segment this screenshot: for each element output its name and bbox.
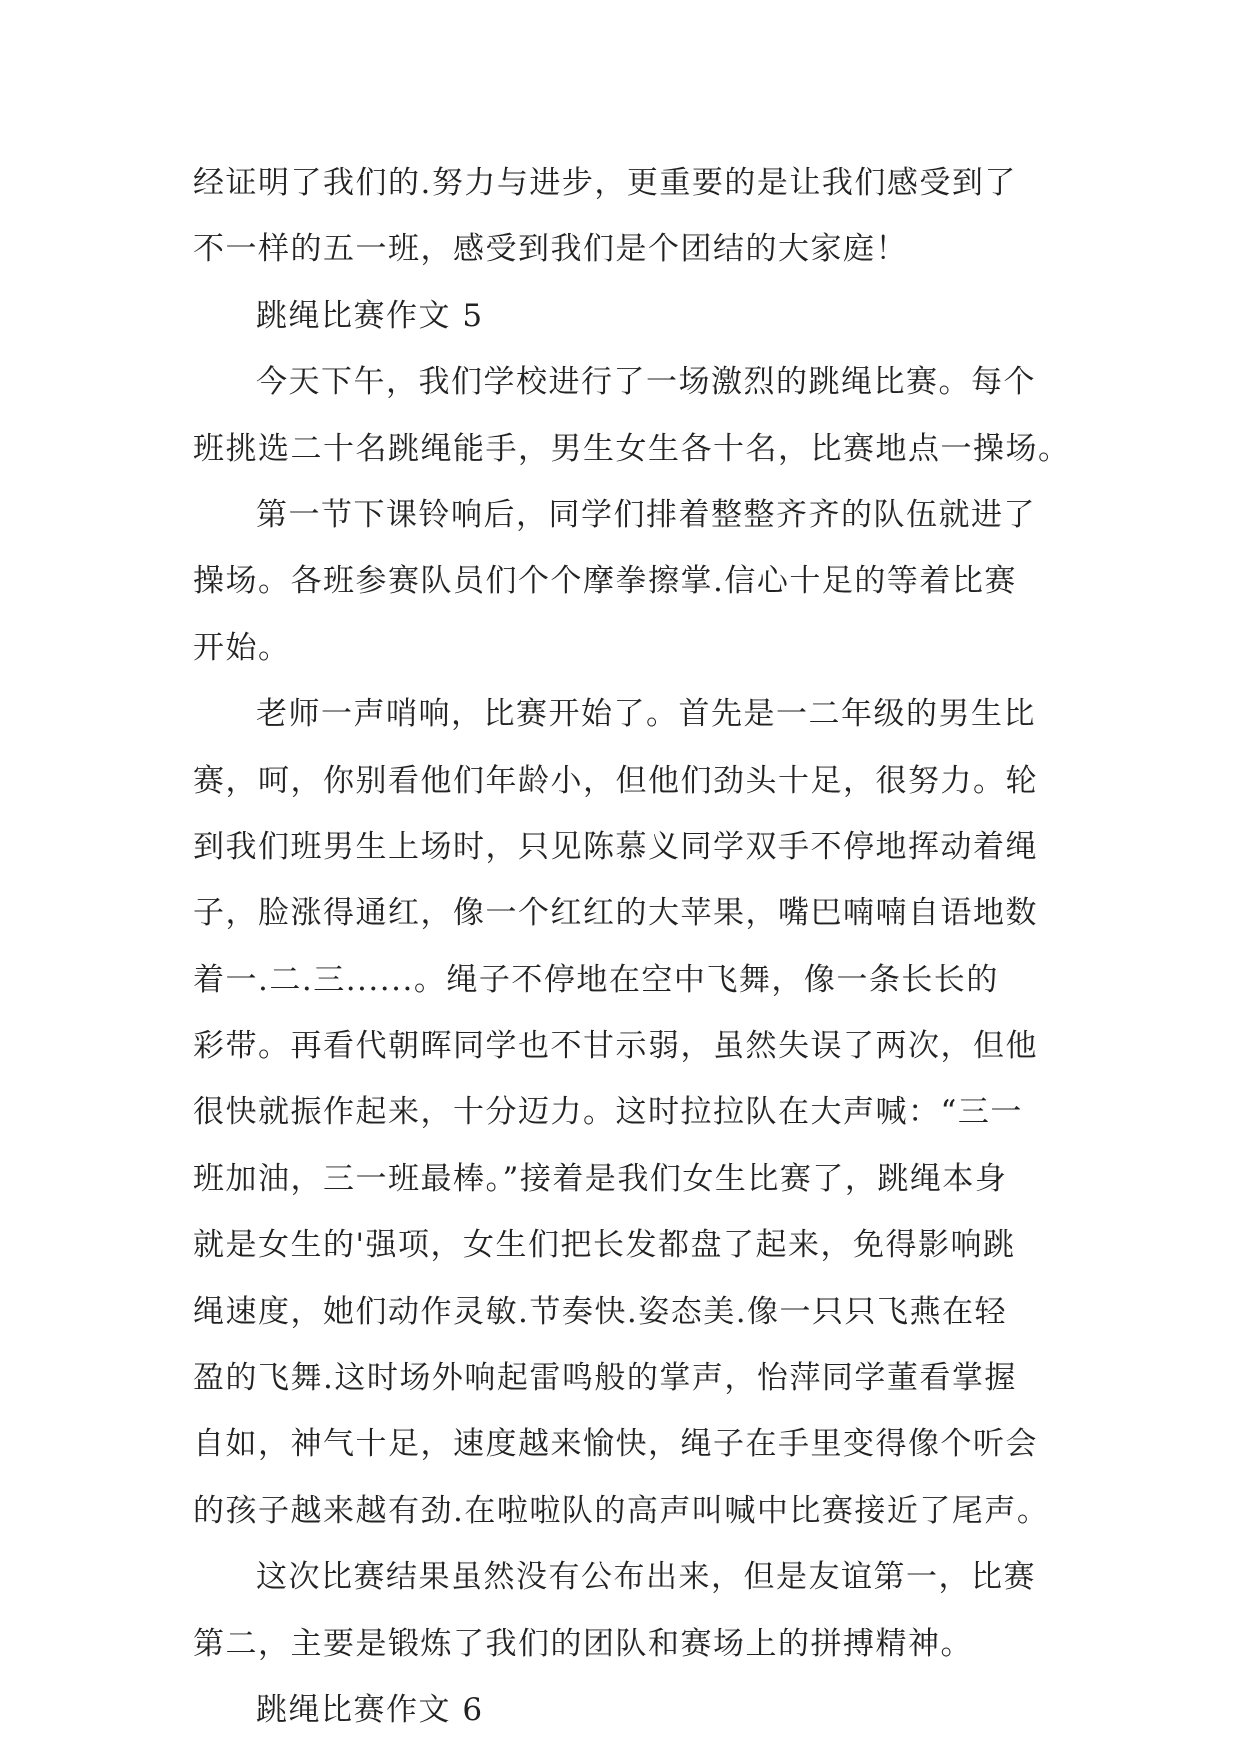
text-line: 操场。各班参赛队员们个个摩拳擦掌.信心十足的等着比赛 [193,563,1017,600]
text-line: 就是女生的'强项，女生们把长发都盘了起来，免得影响跳 [193,1227,1016,1264]
text-line: 着一.二.三......。绳子不停地在空中飞舞，像一条长长的 [193,961,999,998]
text-line: 不一样的五一班，感受到我们是个团结的大家庭！ [193,231,908,268]
text-line: 绳速度，她们动作灵敏.节奏快.姿态美.像一只只飞燕在轻 [193,1293,1008,1330]
text-line: 很快就振作起来，十分迈力。这时拉拉队在大声喊：“三一 [193,1094,1023,1131]
text-line: 盈的飞舞.这时场外响起雷鸣般的掌声，怡萍同学董看掌握 [193,1360,1017,1397]
text-line: 第二，主要是锻炼了我们的团队和赛场上的拼搏精神。 [193,1625,973,1662]
document-body [193,150,1071,1743]
text-line: 班加油，三一班最棒。”接着是我们女生比赛了，跳绳本身 [193,1160,1008,1197]
text-line: 彩带。再看代朝晖同学也不甘示弱，虽然失误了两次，但他 [193,1028,1038,1065]
text-line: 经证明了我们的.努力与进步，更重要的是让我们感受到了 [193,165,1017,201]
text-line: 的孩子越来越有劲.在啦啦队的高声叫喊中比赛接近了尾声。 [193,1492,1050,1529]
text-line: 赛，呵，你别看他们年龄小，但他们劲头十足，很努力。轮 [193,762,1038,799]
text-line: 自如，神气十足，速度越来愉快，绳子在手里变得像个听会 [193,1426,1038,1463]
text-line: 第一节下课铃响后，同学们排着整整齐齐的队伍就进了 [256,496,1036,533]
text-line: 这次比赛结果虽然没有公布出来，但是友谊第一，比赛 [256,1559,1036,1596]
text-line: 今天下午，我们学校进行了一场激烈的跳绳比赛。每个 [256,364,1036,401]
section-heading: 跳绳比赛作文 6 [256,1691,484,1728]
section-heading: 跳绳比赛作文 5 [256,297,484,334]
text-line: 开始。 [193,629,291,666]
text-line: 子，脸涨得通红，像一个红红的大苹果，嘴巴喃喃自语地数 [193,895,1038,932]
text-line: 到我们班男生上场时，只见陈慕义同学双手不停地挥动着绳 [193,828,1038,865]
text-line: 班挑选二十名跳绳能手，男生女生各十名，比赛地点一操场。 [193,430,1071,467]
text-line: 老师一声哨响，比赛开始了。首先是一二年级的男生比 [256,696,1036,733]
